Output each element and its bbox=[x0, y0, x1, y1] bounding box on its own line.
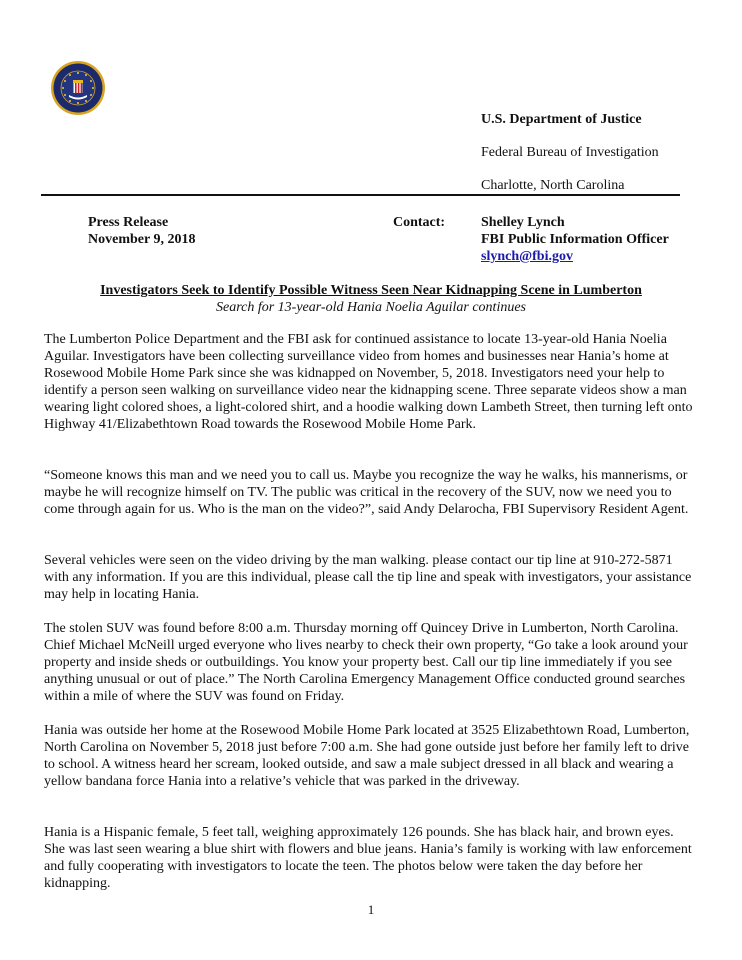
body-paragraph-3: Several vehicles were seen on the video driving by the man walking. please contact our tip line at 910-272-5871 with any information. If you are this individual, please call the tip line and speak with investigators, your assistance may help in locating Hania. bbox=[44, 553, 692, 602]
contact-label: Contact: bbox=[393, 215, 446, 230]
contact-name: Shelley Lynch bbox=[481, 215, 565, 230]
headline-title: Investigators Seek to Identify Possible Witness Seen Near Kidnapping Scene in Lumberton bbox=[100, 283, 642, 298]
contact-email-link[interactable]: slynch@fbi.gov bbox=[481, 249, 573, 264]
body-paragraph-2: “Someone knows this man and we need you to call us. Maybe you recognize the way he walks, his mannerisms, or maybe he will recognize himself on TV. The public was critical in the recovery of the SUV, now we need you to come through again for us. Who is the man on the video?”, said Andy Delarocha, FBI Supervisory Resident Agent. bbox=[44, 468, 689, 517]
department-name: U.S. Department of Justice bbox=[481, 112, 642, 127]
fbi-seal-icon bbox=[50, 60, 106, 116]
body-paragraph-4: The stolen SUV was found before 8:00 a.m. Thursday morning off Quincey Drive in Lumberton, North Carolina. Chief Michael McNeill urged everyone who lives nearby to check their own property, “Go take a look around your property and inside sheds or outbuildings. You know your property best. Call our tip line immediately if you see anything unusual or out of place.” The North Carolina Emergency Management Office conducted ground searches within a mile of where the SUV was found on Friday. bbox=[44, 621, 688, 704]
doc-type: Press Release bbox=[88, 215, 169, 230]
contact-title: FBI Public Information Officer bbox=[481, 232, 669, 247]
page-number: 1 bbox=[367, 902, 375, 917]
body-paragraph-6: Hania is a Hispanic female, 5 feet tall, weighing approximately 126 pounds. She has black hair, and brown eyes. She was last seen wearing a blue shirt with flowers and blue jeans. Hania’s family is working with law enforcement and fully cooperating with investigators to locate the teen. The photos below were taken the day before her kidnapping. bbox=[44, 825, 692, 891]
header-divider bbox=[41, 194, 680, 196]
bureau-name: Federal Bureau of Investigation bbox=[481, 145, 659, 160]
release-date: November 9, 2018 bbox=[88, 232, 196, 247]
field-office: Charlotte, North Carolina bbox=[481, 178, 625, 193]
headline-subtitle: Search for 13-year-old Hania Noelia Aguilar continues bbox=[215, 300, 527, 315]
body-paragraph-1: The Lumberton Police Department and the FBI ask for continued assistance to locate 13-year-old Hania Noelia Aguilar. Investigators have been collecting surveillance video from homes and businesses near Hania’s home at Rosewood Mobile Home Park since she was kidnapped on November, 5, 2018. Investigators need your help to identify a person seen walking on surveillance video near the kidnapping scene. Three separate videos show a man wearing light colored shoes, a light-colored shirt, and a hoodie walking down Lambeth Street, then turning left onto Highway 41/Elizabethtown Road towards the Rosewood Mobile Home Park. bbox=[44, 332, 693, 432]
body-paragraph-5: Hania was outside her home at the Rosewood Mobile Home Park located at 3525 Elizabethtown Road, Lumberton, North Carolina on November 5, 2018 just before 7:00 a.m. She had gone outside just before her family left to drive to school. A witness heard her scream, looked outside, and saw a male subject dressed in all black and wearing a yellow bandana force Hania into a relative’s vehicle that was parked in the driveway. bbox=[44, 723, 690, 789]
